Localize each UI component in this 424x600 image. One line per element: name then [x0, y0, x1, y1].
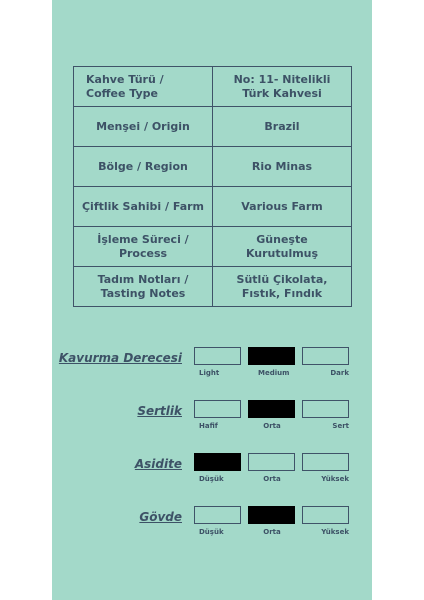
rating-box: [194, 453, 241, 471]
info-value: Sütlü Çikolata, Fıstık, Fındık: [213, 267, 352, 307]
table-row: [74, 187, 352, 227]
info-label: Tadım Notları / Tasting Notes: [74, 267, 213, 307]
scale-label-low: Hafif: [199, 422, 218, 430]
scale-label-low: Düşük: [199, 528, 224, 536]
rating-roast-level: [52, 347, 372, 387]
table-row: [74, 147, 352, 187]
product-info-card: [52, 0, 372, 600]
rating-box: [302, 347, 349, 365]
scale-label-high: Sert: [332, 422, 349, 430]
info-label: Kahve Türü / Coffee Type: [74, 67, 213, 107]
table-row: [74, 107, 352, 147]
table-row: [74, 267, 352, 307]
scale-label-high: Yüksek: [321, 475, 349, 483]
rating-label: Gövde: [139, 510, 182, 524]
rating-box: [248, 453, 295, 471]
info-label: İşleme Süreci / Process: [74, 227, 213, 267]
scale-label-high: Yüksek: [321, 528, 349, 536]
rating-label: Asidite: [134, 457, 182, 471]
info-label: Çiftlik Sahibi / Farm: [74, 187, 213, 227]
table-row: [74, 67, 352, 107]
scale-label-mid: Medium: [258, 369, 290, 377]
coffee-info-table: [73, 66, 352, 307]
rating-box: [302, 400, 349, 418]
scale-label-mid: Orta: [263, 475, 281, 483]
table-row: [74, 227, 352, 267]
scale-label-high: Dark: [330, 369, 349, 377]
rating-body: [52, 506, 372, 546]
info-value: Various Farm: [213, 187, 352, 227]
rating-box: [194, 400, 241, 418]
info-label: Menşei / Origin: [74, 107, 213, 147]
rating-box: [248, 347, 295, 365]
scale-label-low: Düşük: [199, 475, 224, 483]
rating-box: [248, 400, 295, 418]
rating-acidity: [52, 453, 372, 493]
rating-box: [194, 347, 241, 365]
info-label: Bölge / Region: [74, 147, 213, 187]
info-value: Brazil: [213, 107, 352, 147]
rating-box: [194, 506, 241, 524]
scale-label-low: Light: [199, 369, 220, 377]
rating-box: [248, 506, 295, 524]
scale-label-mid: Orta: [263, 528, 281, 536]
rating-box: [302, 506, 349, 524]
rating-label: Sertlik: [137, 404, 182, 418]
info-value: Rio Minas: [213, 147, 352, 187]
rating-strength: [52, 400, 372, 440]
info-value: No: 11- Nitelikli Türk Kahvesi: [213, 67, 352, 107]
info-value: Güneşte Kurutulmuş: [213, 227, 352, 267]
rating-box: [302, 453, 349, 471]
rating-label: Kavurma Derecesi: [58, 351, 182, 365]
scale-label-mid: Orta: [263, 422, 281, 430]
